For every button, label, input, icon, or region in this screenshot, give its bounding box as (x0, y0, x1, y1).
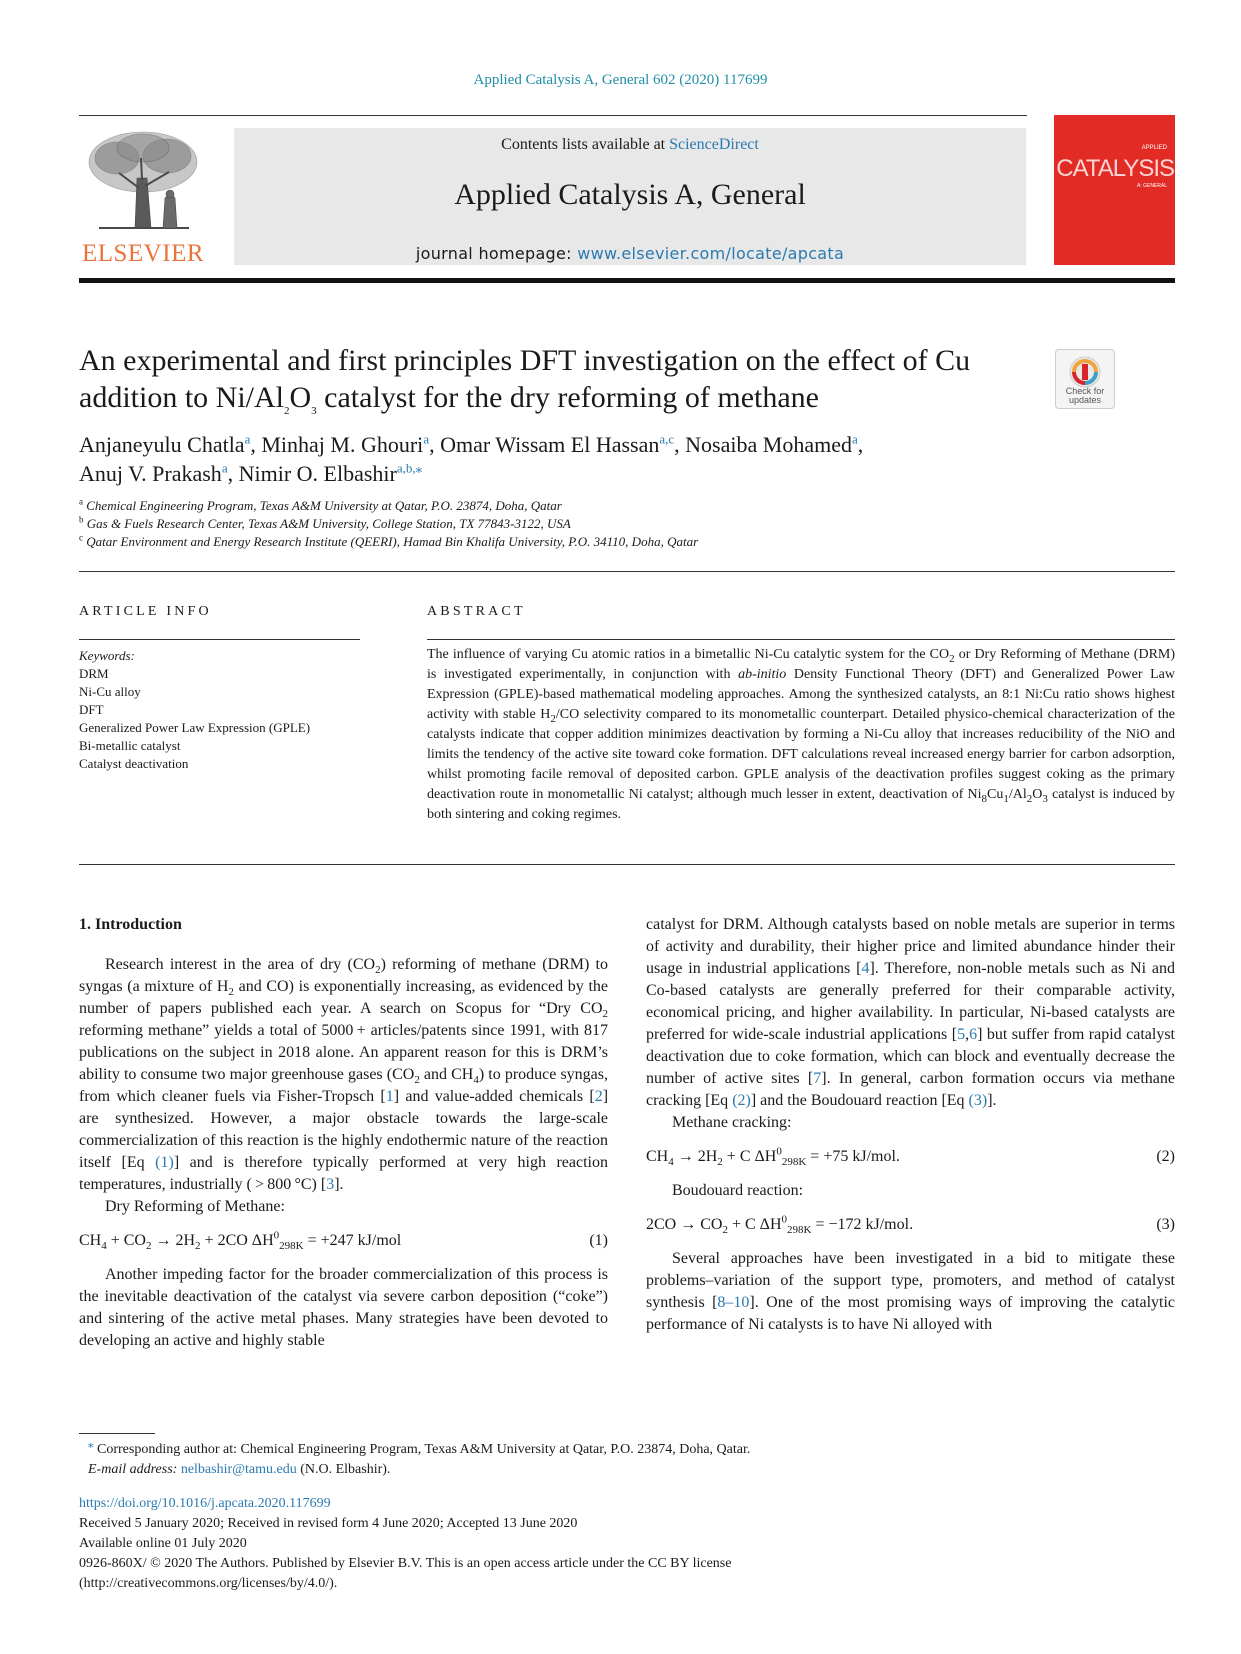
keywords-block (79, 647, 379, 773)
abstract-run: or Dry Reforming of Methane (DRM) is investigated experimentally, in conjunction with (427, 647, 1176, 682)
abstract-sub: 1 (1003, 792, 1009, 805)
reference-link[interactable]: 2 (594, 1088, 603, 1105)
title-sub-1: 2 (284, 405, 290, 417)
homepage-link[interactable]: www.elsevier.com/locate/apcata (577, 244, 845, 263)
abstract-run: /CO selectivity compared to its monometallic counterpart. Detailed physico-chemical characterization of the catalysts indicate that copper addition minimizes deactivation by forming a Ni-Cu alloy that increases reducibility of the NiO and limits the tendency of the active site toward coke formation. DFT calculations reveal increased energy barrier for carbon adsorption, whilst promoting facile removal of deposited carbon. GPLE analysis of the deactivation profiles suggest coking as the primary deactivation route in monometallic Ni catalyst; although much lesser in extent, deactivation of Ni (427, 707, 1175, 802)
affiliation-text: Qatar Environment and Energy Research Institute (QEERI), Hamad Bin Khalifa University, P.O. 34110, Doha, Qatar (86, 534, 699, 549)
title-text-3: catalyst for the dry reforming of methane (316, 381, 819, 414)
footnote-line (88, 1440, 1088, 1460)
affiliation-item (79, 515, 979, 533)
footnote-marker: ⁎ (88, 1438, 94, 1451)
author-affiliation[interactable]: a,c (659, 431, 675, 447)
affiliation-text: Gas & Fuels Research Center, Texas A&M University, College Station, TX 77843-3122, USA (86, 516, 571, 531)
equation-body: $CH_4 + CO_2 \to 2H_2 + 2CO$ $\Delta H^0_{298K} = +247$ kJ/mol (79, 1229, 402, 1253)
body-column-right (646, 914, 1175, 1336)
affiliation-list (79, 497, 979, 551)
section-title: 1. Introduction (79, 916, 182, 933)
author-affiliation[interactable]: a (221, 460, 228, 476)
header-rule (79, 115, 1027, 116)
reference-link[interactable]: 8–10 (717, 1294, 750, 1311)
title-text-1: An experimental and first principles DFT investigation on the effect of Cu addition to Ni/Al (79, 344, 971, 414)
equation-1 (79, 1230, 608, 1252)
journal-citation[interactable]: Applied Catalysis A, General 602 (2020) 117699 (473, 72, 768, 88)
equation-link[interactable]: (2) (732, 1092, 751, 1109)
author-affiliation[interactable]: a (244, 431, 251, 447)
equation-number: (2) (1156, 1148, 1175, 1165)
paragraph: Research interest in the area of dry $(CO_2)$ reforming of methane (DRM) to syngas (a mixture of $H_2$ and CO) is exponentially increasing, as evidenced by the number of papers published each year. A search on Scopus for “Dry $CO_2$ reforming methane” yields a total of 5000 + articles/patents since 1991, with 817 publications on the subject in 2018 alone. An apparent reason for this is DRM’s ability to consume two major greenhouse gases ($CO_2$ and $CH_4$) to produce syngas, from which cleaner fuels via Fisher-Tropsch [1] and value-added chemicals [2] are synthesized. However, a major obstacle towards the large-scale commercialization of this reaction is the highly endothermic nature of the reaction itself [Eq (1)] and is therefore typically performed at very high reaction temperatures, industrially ( > 800 °C) [3]. (79, 956, 609, 1193)
equation-link[interactable]: (1) (155, 1154, 174, 1171)
keyword-item: DRM (79, 666, 109, 681)
keywords-label: Keywords: (79, 648, 135, 663)
affiliation-item (79, 533, 979, 551)
homepage-prefix: journal homepage: (415, 244, 578, 263)
header-thick-rule (79, 278, 1175, 283)
author-name: Anuj V. Prakash (79, 461, 222, 486)
affiliation-item (79, 497, 979, 515)
keyword-item: Bi-metallic catalyst (79, 738, 181, 753)
email-link[interactable]: nelbashir@tamu.edu (180, 1462, 297, 1477)
reference-link[interactable]: 1 (385, 1088, 394, 1105)
author-affiliation[interactable]: a (851, 431, 858, 447)
author-name: Minhaj M. Ghouri (261, 432, 424, 457)
affiliation-key: c (79, 532, 83, 543)
body-column-left (79, 914, 608, 1352)
email-label: E-mail address: (88, 1462, 181, 1477)
abstract-run: /Al (1008, 787, 1027, 802)
keyword-item: Generalized Power Law Expression (GPLE) (79, 720, 311, 735)
abstract-sub: 2 (1026, 792, 1033, 805)
affiliation-text: Chemical Engineering Program, Texas A&M University at Qatar, P.O. 23874, Doha, Qatar (86, 498, 562, 513)
equation-body: $CH_4 \to 2H_2 + C$ $\Delta H^0_{298K} = +75$ kJ/mol. (646, 1145, 900, 1169)
contents-prefix: Contents lists available at (501, 136, 670, 153)
equation-2 (646, 1146, 1175, 1168)
sciencedirect-link[interactable]: ScienceDirect (669, 136, 759, 153)
abstract-run: Density Functional Theory (DFT) and Generalized Power Law Expression (GPLE)-based mathematical modeling approaches. Among the synthesized catalysts, an 8:1 Ni:Cu ratio shows highest activity with stable H (427, 667, 1176, 722)
abstract-sub: 3 (1042, 792, 1048, 805)
author-affiliation[interactable]: a (423, 431, 430, 447)
author-affiliation[interactable]: a,b,⁎ (396, 460, 423, 476)
footnote-rule (79, 1433, 155, 1434)
paragraph: Several approaches have been investigated in a bid to mitigate these problems–variation of the support type, promoters, and method of catalyst synthesis [8–10]. One of the most promising ways of improving the catalytic performance of Ni catalysts is to have Ni alloyed with (646, 1250, 1176, 1333)
abstract-text (427, 645, 1175, 825)
cover-small-text: APPLIED (1141, 145, 1167, 151)
article-info-heading: ARTICLE INFO (79, 604, 212, 619)
author-name: Anjaneyulu Chatla (79, 432, 245, 457)
cover-title: CATALYSIS (1056, 155, 1174, 182)
keyword-item: Catalyst deactivation (79, 756, 189, 771)
email-line (88, 1460, 1088, 1480)
affiliation-key: b (79, 514, 84, 525)
check-updates-label: Check for updates (1065, 386, 1105, 405)
abstract-run: catalyst is induced by both sintering and coking regimes. (427, 787, 1175, 822)
elsevier-wordmark: ELSEVIER (81, 240, 205, 267)
affiliation-key: a (79, 496, 83, 507)
abstract-bottom-rule (79, 864, 1175, 865)
reference-link[interactable]: 4 (861, 960, 870, 977)
equation-body: $2CO \to CO_2 + C$ $\Delta H^0_{298K} = -172$ kJ/mol. (646, 1213, 914, 1237)
keyword-item: Ni-Cu alloy (79, 684, 141, 699)
online-date: Available online 01 July 2020 (79, 1536, 247, 1551)
received-dates: Received 5 January 2020; Received in revised form 4 June 2020; Accepted 13 June 2020 (79, 1516, 578, 1531)
reference-link[interactable]: 6 (969, 1026, 978, 1043)
abstract-run: The influence of varying Cu atomic ratios in a bimetallic Ni-Cu catalytic system for the CO (427, 647, 950, 662)
equation-number: (1) (589, 1232, 608, 1249)
cover-subtitle: A: GENERAL (1136, 183, 1167, 189)
abstract-sub: 2 (949, 652, 955, 665)
author-name: Nimir O. Elbashir (238, 461, 397, 486)
contents-line (234, 136, 1026, 154)
author-name: Omar Wissam El Hassan (440, 432, 660, 457)
elsevier-logo[interactable] (79, 128, 207, 268)
paragraph: Another impeding factor for the broader commercialization of this process is the inevitable deactivation of the catalyst via severe carbon deposition (“coke”) and sintering of the active metal phases. Many strategies have been devoted to developing an active and highly stable (79, 1266, 608, 1349)
check-for-updates-button[interactable] (1055, 349, 1115, 409)
equation-number: (3) (1156, 1216, 1175, 1233)
equation-label: Methane cracking: (672, 1114, 792, 1131)
license-line: 0926-860X/ © 2020 The Authors. Published by Elsevier B.V. This is an open access article under the CC BY license (79, 1556, 732, 1571)
footnote-text: Corresponding author at: Chemical Engineering Program, Texas A&M University at Qatar, P.O. 23874, Doha, Qatar. (93, 1442, 751, 1457)
article-footer (79, 1494, 1079, 1594)
journal-name: Applied Catalysis A, General (454, 178, 806, 211)
title-sub-2: 3 (311, 405, 317, 417)
section-rule (79, 571, 1175, 572)
corresponding-author-footnote (88, 1440, 1088, 1480)
equation-label: Boudouard reaction: (672, 1182, 804, 1199)
reference-link[interactable]: 7 (813, 1070, 822, 1087)
abstract-heading: ABSTRACT (427, 604, 526, 619)
abstract-run: O (1032, 787, 1043, 802)
abstract-sub: 2 (550, 712, 556, 725)
author-list: Anjaneyulu Chatla$^a$, Minhaj M. Ghouri$^a$, Omar Wissam El Hassan$^{a,c}$, Nosaiba Mohamed$^a$, Anuj V. Prakash$^a$, Nimir O. Elbashir$^{a,b,⁎}$ (79, 431, 864, 486)
doi-link[interactable]: https://doi.org/10.1016/j.apcata.2020.117699 (79, 1496, 331, 1511)
abstract-run: Cu (987, 787, 1004, 802)
license-url[interactable]: (http://creativecommons.org/licenses/by/4.0/). (79, 1576, 338, 1591)
journal-masthead (234, 128, 1026, 265)
homepage-line (234, 244, 1026, 263)
author-name: Nosaiba Mohamed (685, 432, 852, 457)
article-title (79, 342, 1019, 416)
article-info-rule (79, 639, 360, 640)
equation-3 (646, 1214, 1175, 1236)
abstract-rule (427, 639, 1175, 640)
equation-link[interactable]: (3) (968, 1092, 988, 1109)
keyword-item: DFT (79, 702, 104, 717)
journal-cover[interactable] (1054, 115, 1175, 265)
equation-label: Dry Reforming of Methane: (105, 1198, 285, 1215)
paragraph: catalyst for DRM. Although catalysts based on noble metals are superior in terms of activity and durability, their higher price and limited abundance hinder their usage in industrial applications [4]. Therefore, non-noble metals such as Ni and Co-based catalysts are generally preferred for their comparable activity, economical pricing, and higher availability. In particular, Ni-based catalysts are preferred for wide-scale industrial applications [5,6] but suffer from rapid catalyst deactivation due to coke formation, which can block and eventually decrease the number of active sites [7]. In general, carbon formation occurs via methane cracking [Eq (2)] and the Boudouard reaction [Eq (3)]. (646, 916, 1176, 1109)
abstract-sub: 8 (981, 792, 988, 805)
abstract-italic: ab-initio (738, 667, 787, 682)
tree-icon (79, 128, 207, 236)
title-text-2: O (289, 381, 312, 414)
reference-link[interactable]: 3 (326, 1176, 335, 1193)
reference-link[interactable]: 5 (957, 1026, 966, 1043)
email-suffix: (N.O. Elbashir). (296, 1462, 391, 1477)
